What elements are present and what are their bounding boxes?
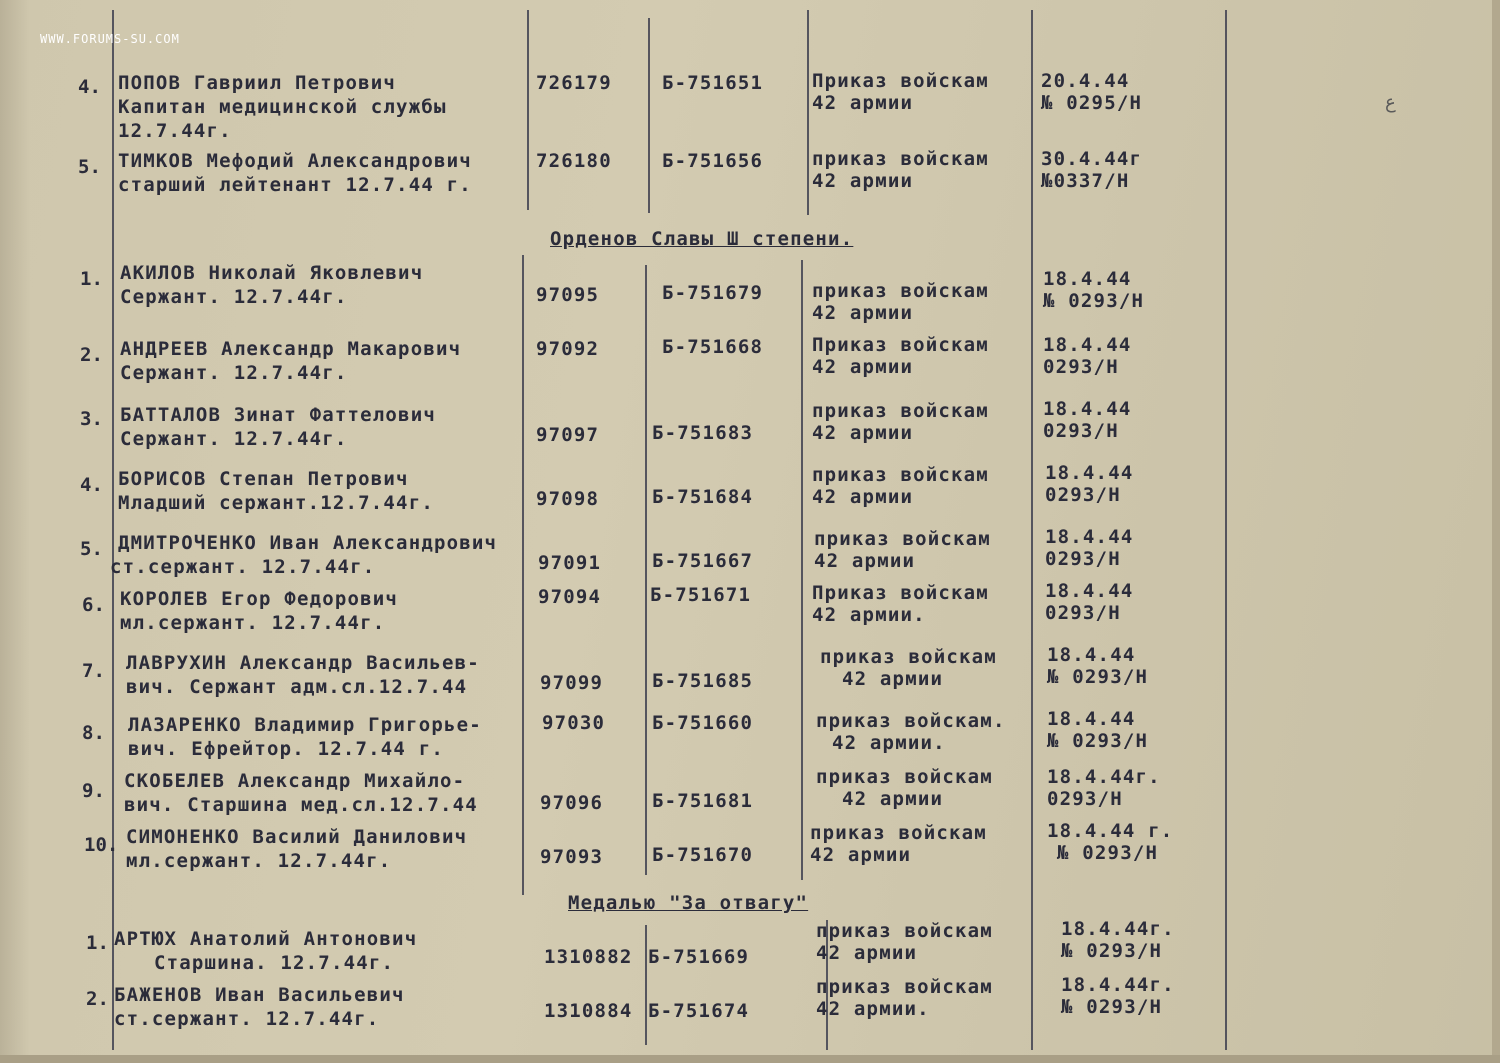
person-rank: Сержант. 12.7.44г. [120, 362, 348, 384]
person-name: КОРОЛЕВ Егор Федорович [120, 588, 399, 610]
order-army: 42 армии [816, 942, 918, 964]
order-number: № 0293/Н [1047, 730, 1149, 752]
order-army: 42 армии. [832, 732, 946, 754]
order-army: 42 армии [812, 170, 914, 192]
row-number: 5. [78, 156, 101, 178]
award-number: 1310882 [544, 946, 633, 968]
order-number: 0293/Н [1047, 788, 1123, 810]
order-date: 18.4.44 [1045, 462, 1134, 484]
order-text: приказ войскам [810, 822, 987, 844]
order-number: № 0295/Н [1041, 92, 1143, 114]
order-date: 18.4.44 [1043, 334, 1132, 356]
order-army: 42 армии [812, 356, 914, 378]
person-name: СКОБЕЛЕВ Александр Михайло- [124, 770, 466, 792]
person-rank: Старшина. 12.7.44г. [154, 952, 395, 974]
order-number: № 0293/Н [1057, 842, 1159, 864]
row-number: 1. [80, 268, 103, 290]
award-number: 97097 [536, 424, 600, 446]
person-rank: старший лейтенант 12.7.44 г. [118, 174, 472, 196]
award-book: Б-751681 [652, 790, 754, 812]
fold-shadow [0, 0, 30, 1063]
award-book: Б-751685 [652, 670, 754, 692]
order-number: № 0293/Н [1061, 940, 1163, 962]
order-number: 0293/Н [1045, 602, 1121, 624]
order-date: 20.4.44 [1041, 70, 1130, 92]
order-army: 42 армии [812, 92, 914, 114]
person-rank: Сержант. 12.7.44г. [120, 428, 348, 450]
person-name: БАТТАЛОВ Зинат Фаттелович [120, 404, 436, 426]
award-book: Б-751669 [648, 946, 750, 968]
person-name: АНДРЕЕВ Александр Макарович [120, 338, 462, 360]
order-army: 42 армии [842, 788, 944, 810]
row-number: 4. [80, 474, 103, 496]
order-number: № 0293/Н [1047, 666, 1149, 688]
order-text: приказ войскам [816, 976, 993, 998]
award-number: 726180 [536, 150, 612, 172]
person-name: АКИЛОВ Николай Яковлевич [120, 262, 424, 284]
row-number: 1. [86, 932, 109, 954]
person-rank: Капитан медицинской службы [118, 96, 447, 118]
person-name: АРТЮХ Анатолий Антонович [114, 928, 418, 950]
order-army: 42 армии [812, 302, 914, 324]
award-book: Б-751671 [650, 584, 752, 606]
person-name: ЛАЗАРЕНКО Владимир Григорье- [128, 714, 482, 736]
section-title: Орденов Славы Ш степени. [550, 228, 854, 250]
award-number: 97096 [540, 792, 604, 814]
row-number: 9. [82, 780, 105, 802]
order-date: 18.4.44 [1045, 580, 1134, 602]
row-number: 7. [82, 660, 105, 682]
column-rule [648, 18, 650, 213]
order-number: №0337/Н [1041, 170, 1130, 192]
row-number: 10. [84, 834, 119, 856]
order-text: приказ войскам [812, 148, 989, 170]
person-rank: вич. Сержант адм.сл.12.7.44 [126, 676, 468, 698]
award-book: Б-751684 [652, 486, 754, 508]
order-army: 42 армии [842, 668, 944, 690]
award-book: Б-751651 [662, 72, 764, 94]
order-text: приказ войскам [816, 766, 993, 788]
column-rule [1031, 10, 1033, 1050]
order-number: 0293/Н [1043, 356, 1119, 378]
order-text: приказ войскам [812, 464, 989, 486]
person-name: СИМОНЕНКО Василий Данилович [126, 826, 468, 848]
order-date: 18.4.44 [1043, 268, 1132, 290]
order-army: 42 армии. [812, 604, 926, 626]
award-number: 97092 [536, 338, 600, 360]
person-rank: ст.сержант. 12.7.44г. [114, 1008, 380, 1030]
order-number: 0293/Н [1045, 484, 1121, 506]
person-rank: Младший сержант.12.7.44г. [118, 492, 434, 514]
column-rule [801, 260, 803, 880]
column-rule [112, 10, 114, 1050]
award-number: 97094 [538, 586, 602, 608]
row-number: 8. [82, 722, 105, 744]
order-text: приказ войскам [812, 400, 989, 422]
page-edge-right [1492, 0, 1500, 1063]
corner-mark: ع [1385, 92, 1396, 113]
row-number: 2. [86, 988, 109, 1010]
order-date: 18.4.44 [1047, 708, 1136, 730]
person-name: ЛАВРУХИН Александр Васильев- [126, 652, 480, 674]
person-rank: вич. Старшина мед.сл.12.7.44 [124, 794, 478, 816]
person-name: БАЖЕНОВ Иван Васильевич [114, 984, 405, 1006]
person-rank: вич. Ефрейтор. 12.7.44 г. [128, 738, 444, 760]
order-number: № 0293/Н [1061, 996, 1163, 1018]
column-rule [645, 925, 647, 1045]
award-number: 97091 [538, 552, 602, 574]
order-text: приказ войскам [816, 920, 993, 942]
column-rule [645, 265, 647, 875]
person-rank: мл.сержант. 12.7.44г. [120, 612, 386, 634]
row-number: 2. [80, 344, 103, 366]
award-book: Б-751668 [662, 336, 764, 358]
order-date: 18.4.44г. [1047, 766, 1161, 788]
award-book: Б-751683 [652, 422, 754, 444]
award-book: Б-751674 [648, 1000, 750, 1022]
award-number: 97030 [542, 712, 606, 734]
award-book: Б-751656 [662, 150, 764, 172]
award-number: 726179 [536, 72, 612, 94]
award-book: Б-751670 [652, 844, 754, 866]
award-number: 97098 [536, 488, 600, 510]
order-army: 42 армии [810, 844, 912, 866]
row-number: 5. [80, 538, 103, 560]
person-rank: мл.сержант. 12.7.44г. [126, 850, 392, 872]
order-date: 18.4.44 [1043, 398, 1132, 420]
person-rank: Сержант. 12.7.44г. [120, 286, 348, 308]
order-date: 30.4.44г [1041, 148, 1143, 170]
order-text: приказ войскам [814, 528, 991, 550]
order-number: 0293/Н [1045, 548, 1121, 570]
order-army: 42 армии [814, 550, 916, 572]
person-name: ПОПОВ Гавриил Петрович [118, 72, 397, 94]
award-book: Б-751667 [652, 550, 754, 572]
column-rule [1225, 10, 1227, 1050]
order-text: Приказ войскам [812, 582, 989, 604]
row-number: 4. [78, 76, 101, 98]
award-number: 97095 [536, 284, 600, 306]
column-rule [522, 255, 524, 895]
order-date: 18.4.44г. [1061, 974, 1175, 996]
award-number: 1310884 [544, 1000, 633, 1022]
order-army: 42 армии [812, 486, 914, 508]
order-text: Приказ войскам [812, 334, 989, 356]
column-rule [527, 10, 529, 210]
order-text: Приказ войскам [812, 70, 989, 92]
order-number: № 0293/Н [1043, 290, 1145, 312]
order-date: 18.4.44 [1047, 644, 1136, 666]
row-number: 6. [82, 594, 105, 616]
order-number: 0293/Н [1043, 420, 1119, 442]
order-text: приказ войскам. [816, 710, 1006, 732]
order-text: приказ войскам [812, 280, 989, 302]
order-date: 18.4.44г. [1061, 918, 1175, 940]
page-edge-bottom [0, 1055, 1500, 1063]
watermark: WWW.FORUMS-SU.COM [40, 32, 180, 46]
order-date: 18.4.44 г. [1047, 820, 1174, 842]
person-rank: ст.сержант. 12.7.44г. [110, 556, 376, 578]
person-name: ТИМКОВ Мефодий Александрович [118, 150, 472, 172]
person-date: 12.7.44г. [118, 120, 232, 142]
column-rule [807, 10, 809, 215]
row-number: 3. [80, 408, 103, 430]
award-book: Б-751660 [652, 712, 754, 734]
order-army: 42 армии. [816, 998, 930, 1020]
person-name: БОРИСОВ Степан Петрович [118, 468, 409, 490]
person-name: ДМИТРОЧЕНКО Иван Александрович [118, 532, 498, 554]
award-number: 97099 [540, 672, 604, 694]
order-text: приказ войскам [820, 646, 997, 668]
award-book: Б-751679 [662, 282, 764, 304]
award-number: 97093 [540, 846, 604, 868]
section-title: Медалью "За отвагу" [568, 892, 809, 914]
order-date: 18.4.44 [1045, 526, 1134, 548]
order-army: 42 армии [812, 422, 914, 444]
